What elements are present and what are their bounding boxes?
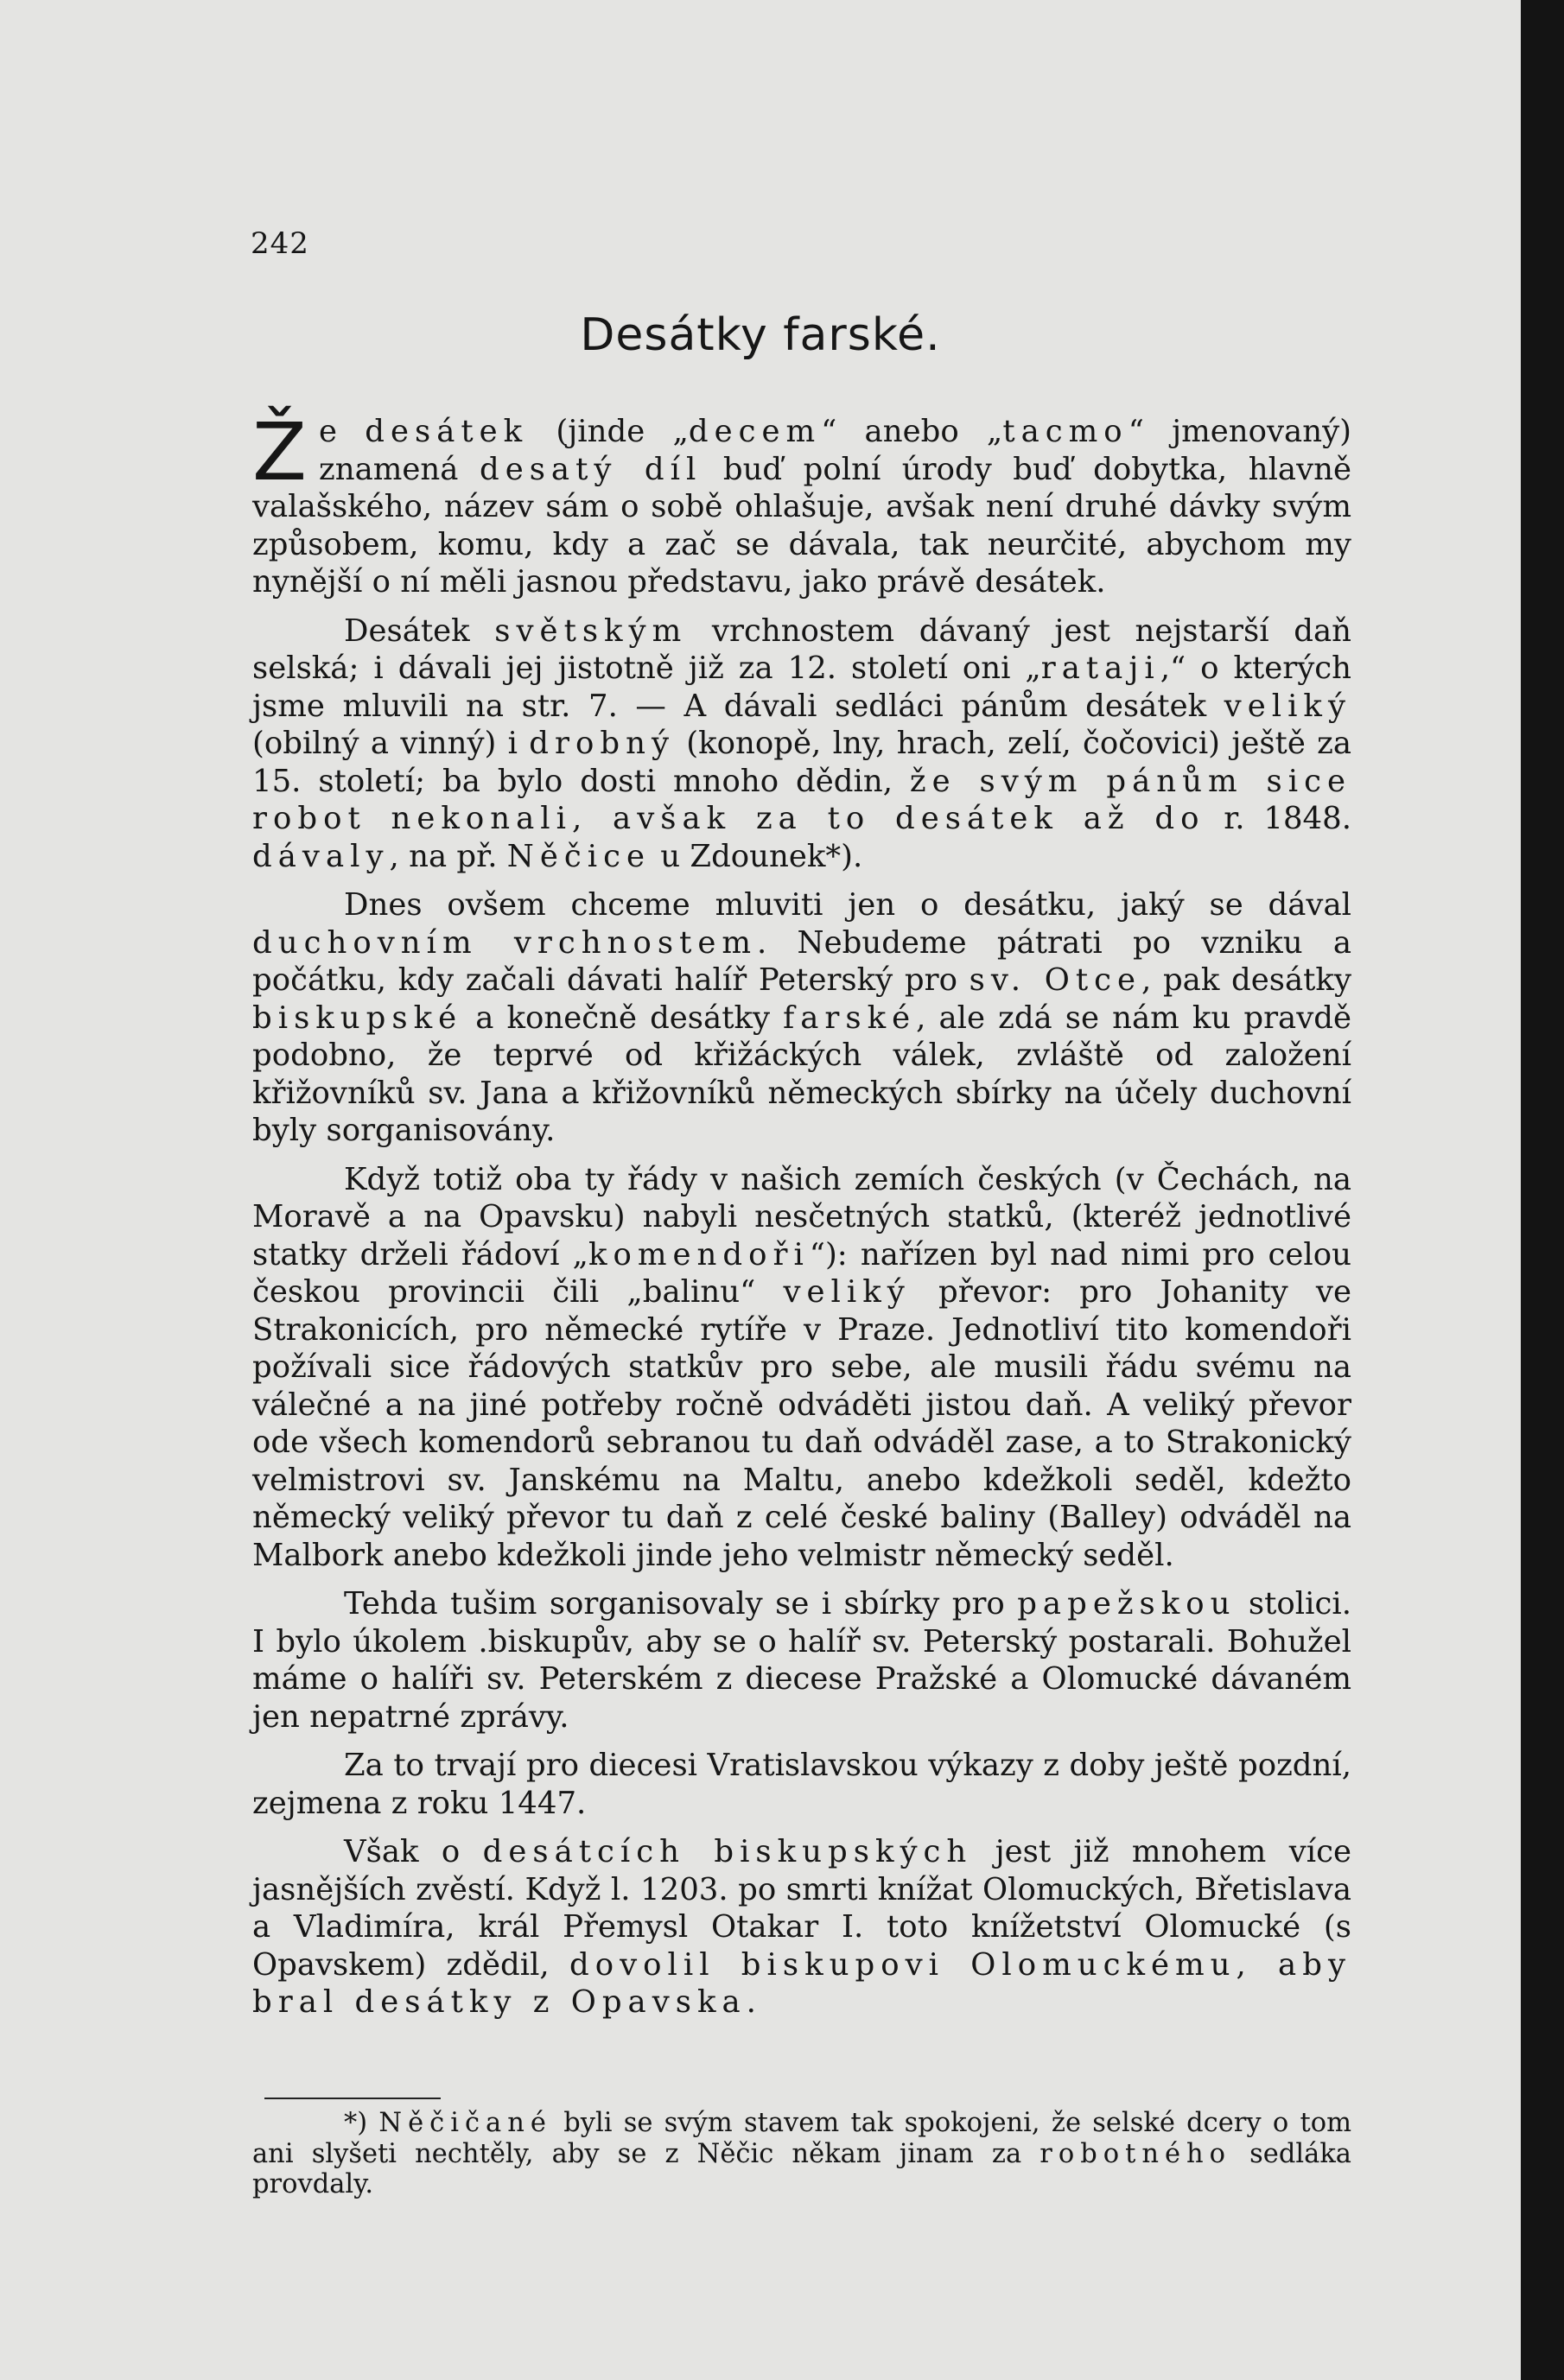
spaced-emphasis: světským: [494, 612, 688, 649]
footnote-divider: [264, 2098, 441, 2099]
paragraph-7: Však o desátcích biskupských jest již mnohem více jasnějších zvěstí. Když l. 1203. po smrti knížat Olomuckých, Břetislava a Vladimíra, král Přemysl Otakar I. toto knížetství Olomucké (s Opavskem) zdědil, dovolil biskupovi Olomuckému, aby bral desátky z Opavska.: [252, 1834, 1352, 2020]
spaced-emphasis: Něčičané: [378, 2108, 552, 2138]
spaced-emphasis: decem: [688, 414, 822, 449]
paragraph-4: Když totiž oba ty řády v našich zemích českých (v Čechách, na Moravě a na Opavsku) nabyli nesčetných statků, (kteréž jednotlivé statky drželi řádoví „komendoři“): nařízen byl nad nimi pro celou českou provincii čili „balinu“ veliký převor: pro Johanity ve Strakonicích, pro německé rytíře v Praze. Jednotliví tito komendoři požívali sice řádových statkův pro sebe, ale musili řádu svému na válečné a na jiné potřeby ročně odváděti jistou daň. A veliký převor ode všech komendorů sebranou tu daň odváděl zase, a to Strakonický velmistrovi sv. Janskému na Maltu, anebo kdežkoli seděl, kdežto německý veliký převor tu daň z celé české baliny (Balley) odváděl na Malbork anebo kdežkoli jinde jeho velmistr německý seděl.: [252, 1161, 1351, 1573]
spaced-emphasis: drobný: [529, 726, 676, 761]
spaced-emphasis: rataji: [1040, 651, 1160, 686]
spaced-emphasis: veliký: [783, 1274, 911, 1310]
spaced-emphasis: Něčice: [506, 838, 651, 874]
chapter-title: Desátky farské.: [580, 309, 941, 361]
paragraph-1: Že desátek (jinde „decem“ anebo „tacmo“ jmenovaný) znamená desatý díl buď polní úrody buď dobytka, hlavně valašského, název sám o sobě ohlašuje, avšak není druhé dávky svým způsobem, komu, kdy a zač se dávala, tak neurčité, abychom my nynější o ní měli jasnou představu, jako právě desátek.: [252, 406, 1352, 600]
footnote-text: *) Něčičané byli se svým stavem tak spokojeni, že selské dcery o tom ani slyšeti nechtěly, aby se z Něčic někam jinam za robotného sedláka provdaly.: [252, 2108, 1351, 2199]
page-number: 242: [251, 226, 309, 261]
spaced-emphasis: komendoři: [588, 1236, 810, 1273]
spaced-emphasis: papežskou: [1017, 1586, 1237, 1622]
spaced-emphasis: duchovním vrchnostem: [252, 924, 758, 961]
spaced-emphasis: desátcích biskupských: [482, 1834, 973, 1869]
paragraph-5: Tehda tušim sorganisovaly se i sbírky pro papežskou stolici. I bylo úkolem .biskupův, aby se o halíř sv. Peterský postarali. Bohužel máme o halíři sv. Peterském z diecese Pražské a Olomucké dávaném jen nepatrné zprávy.: [252, 1586, 1351, 1735]
spaced-emphasis: že svým pánům sice robot nekonali, avšak za to desátek až do: [252, 763, 1351, 836]
spaced-emphasis: biskupské: [252, 1000, 463, 1036]
spaced-emphasis: sv. Otce: [969, 962, 1141, 998]
spaced-emphasis: veliký: [1224, 688, 1351, 724]
footnote: [252, 2108, 1351, 2200]
spaced-emphasis: tacmo: [1002, 414, 1128, 449]
spaced-emphasis: dovolil biskupovi Olomuckému, aby bral desátky z Opavska: [252, 1946, 1351, 2020]
spaced-emphasis: dávaly: [252, 838, 390, 874]
paragraph-2: Desátek světským vrchnostem dávaný jest nejstarší daň selská; i dávali jej jistotně již za 12. století oni „rataji,“ o kterých jsme mluvili na str. 7. — A dávali sedláci pánům desátek veliký (obilný a vinný) i drobný (konopě, lny, hrach, zelí, čočovici) ještě za 15. století; ba bylo dosti mnoho dědin, že svým pánům sice robot nekonali, avšak za to desátek až do r. 1848. dávaly, na př. Něčice u Zdounek*).: [252, 612, 1351, 874]
paragraph-6: Za to trvají pro diecesi Vratislavskou výkazy z doby ještě pozdní, zejmena z roku 1447.: [252, 1748, 1351, 1821]
spaced-emphasis: desatý díl: [479, 451, 703, 487]
paragraph-3: Dnes ovšem chceme mluviti jen o desátku, jaký se dával duchovním vrchnostem. Nebudeme pátrati po vzniku a počátku, kdy začali dávati halíř Peterský pro sv. Otce, pak desátky biskupské a konečně desátky farské, ale zdá se nám ku pravdě podobno, že teprvé od křižáckých válek, zvláště od založení křižovníků sv. Jana a křižovníků německých sbírky na účely duchovní byly sorganisovány.: [252, 887, 1352, 1148]
spaced-emphasis: farské: [783, 1000, 917, 1036]
spaced-emphasis: desátek: [365, 414, 529, 449]
body-text: [252, 406, 1352, 2033]
drop-cap: Ž: [252, 406, 308, 498]
spaced-emphasis: robotného: [1039, 2138, 1232, 2169]
